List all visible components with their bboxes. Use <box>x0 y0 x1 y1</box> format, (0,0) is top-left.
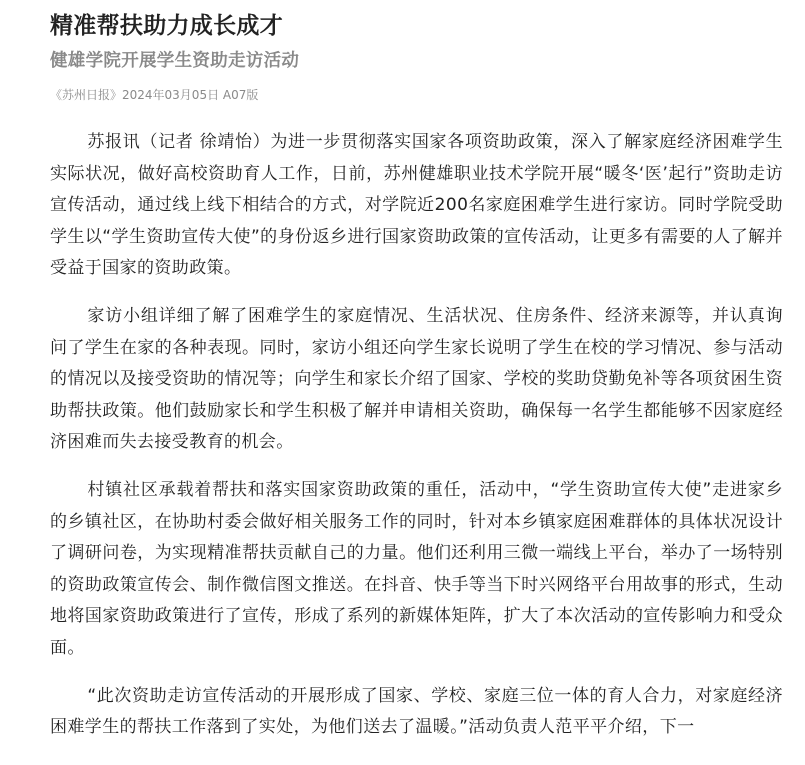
article-title: 精准帮扶助力成长成才 <box>50 13 283 39</box>
article-paragraph: “此次资助走访宣传活动的开展形成了国家、学校、家庭三位一体的育人合力，对家庭经济困难学生的帮扶工作落到了实处，为他们送去了温暖。”活动负责人范平平介绍，下一 <box>50 685 783 738</box>
article-body <box>50 127 783 744</box>
article-paragraph: 苏报讯（记者 徐靖怡）为进一步贯彻落实国家各项资助政策，深入了解家庭经济困难学生实际状况，做好高校资助育人工作，日前，苏州健雄职业技术学院开展“暖冬‘医’起行”资助走访宣传活动，通过线上线下相结合的方式，对学院近200名家庭困难学生进行家访。同时学院受助学生以“学生资助宣传大使”的身份返乡进行国家资助政策的宣传活动，让更多有需要的人了解并受益于国家的资助政策。 <box>50 132 783 279</box>
article-source: 《苏州日报》2024年03月05日 A07版 <box>50 88 259 102</box>
article-paragraph: 家访小组详细了解了困难学生的家庭情况、生活状况、住房条件、经济来源等，并认真询问了学生在家的各种表现。同时，家访小组还向学生家长说明了学生在校的学习情况、参与活动的情况以及接受资助的情况等；向学生和家长介绍了国家、学校的奖助贷勤免补等各项贫困生资助帮扶政策。他们鼓励家长和学生积极了解并申请相关资助，确保每一名学生都能够不因家庭经济困难而失去接受教育的机会。 <box>50 305 783 453</box>
article-paragraph: 村镇社区承载着帮扶和落实国家资助政策的重任，活动中，“学生资助宣传大使”走进家乡的乡镇社区，在协助村委会做好相关服务工作的同时，针对本乡镇家庭困难群体的具体状况设计了调研问卷，为实现精准帮扶贡献自己的力量。他们还利用三微一端线上平台，举办了一场特别的资助政策宣传会、制作微信图文推送。在抖音、快手等当下时兴网络平台用故事的形式，生动地将国家资助政策进行了宣传，形成了系列的新媒体矩阵，扩大了本次活动的宣传影响力和受众面。 <box>50 479 783 658</box>
article-subtitle: 健雄学院开展学生资助走访活动 <box>50 51 300 71</box>
